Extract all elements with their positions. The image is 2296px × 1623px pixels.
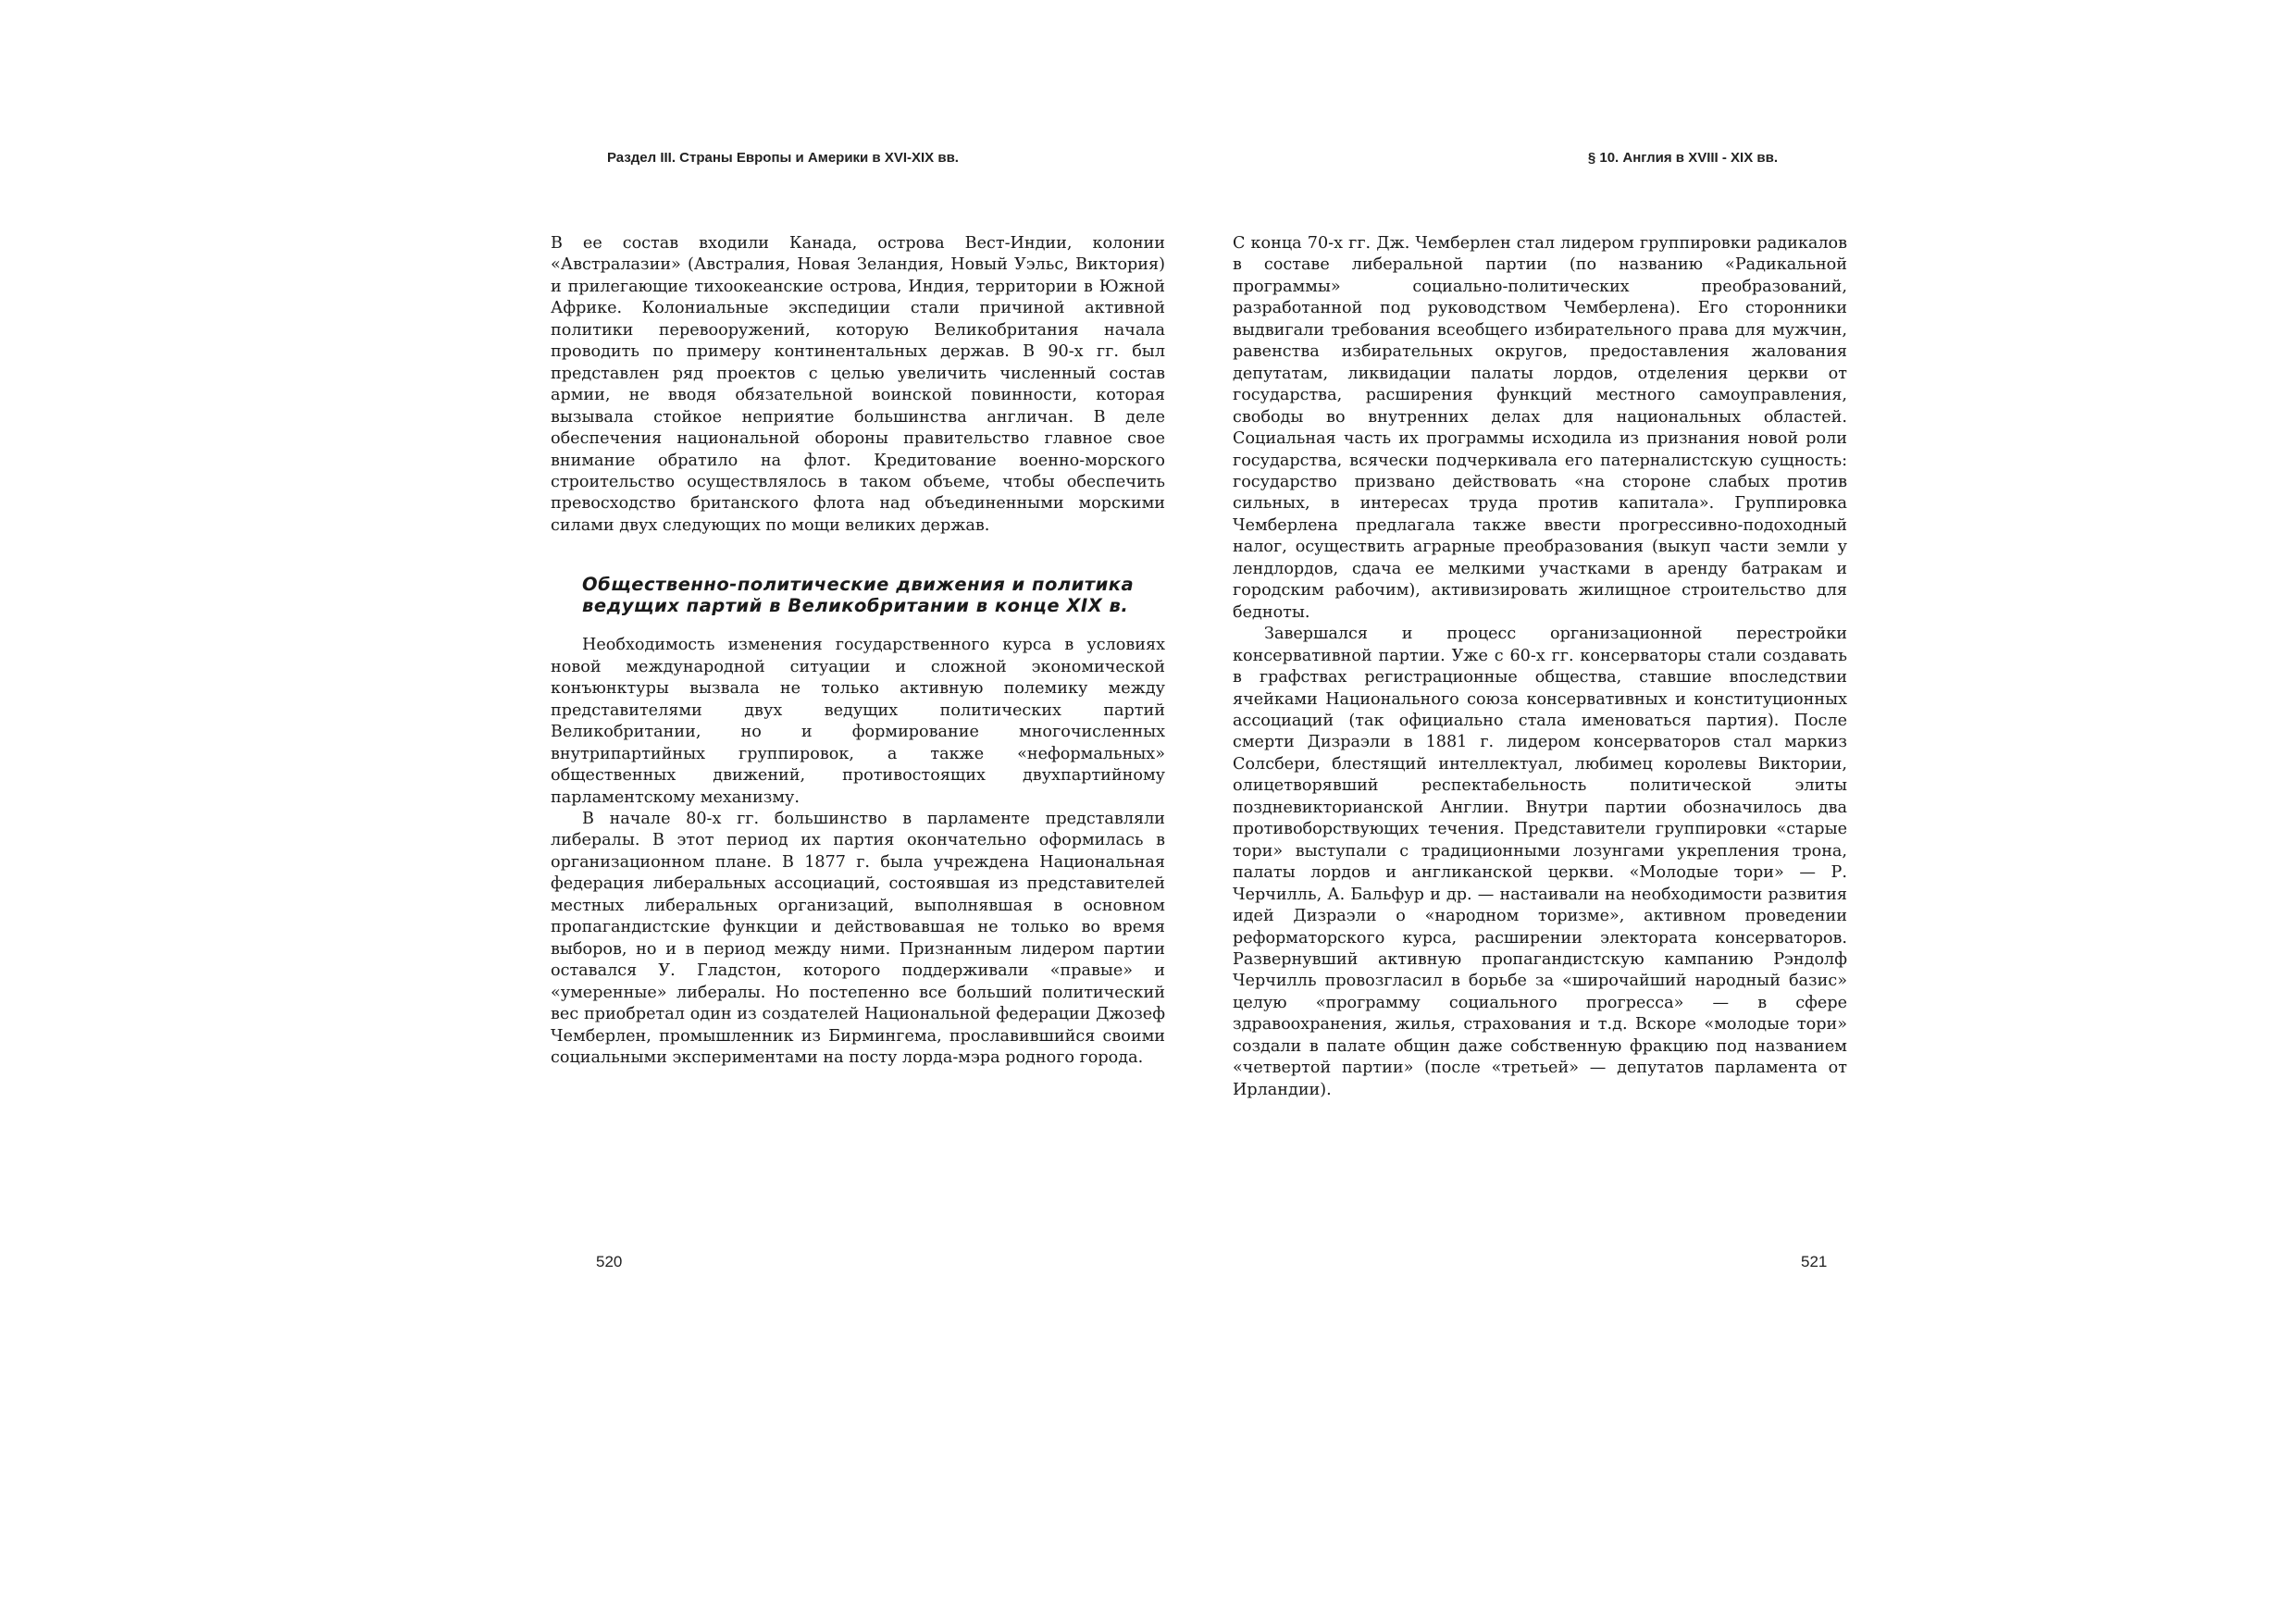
left-paragraph-1: В ее состав входили Канада, острова Вест-Индии, колонии «Австралазии» (Австралия, Новая Зеландия, Новый Уэльс, Виктория) и прилегающие тихоокеанские острова, Индия, территории в Южной Африке. Колониальные экспедиции стали причиной активной политики перевооружений, которую Великобритания начала проводить по примеру континентальных держав. В 90-х гг. был представлен ряд проектов с целью увеличить численный состав армии, не вводя обязательной воинской повинности, которая вызывала стойкое неприятие большинства англичан. В деле обеспечения национальной обороны правительство главное свое внимание обратило на флот. Кредитование военно-морского строительство осуществлялось в таком объеме, чтобы обеспечить превосходство британского флота над объединенными морскими силами двух следующих по мощи великих держав. <box>551 234 1165 535</box>
left-page-column <box>551 233 1165 1069</box>
page-number-right: 521 <box>1801 1253 1828 1270</box>
running-head-left: Раздел III. Страны Европы и Америки в XVI-XIX вв. <box>607 150 959 166</box>
left-paragraph-3: В начале 80-х гг. большинство в парламенте представляли либералы. В этот период их партия окончательно оформилась в организационном плане. В 1877 г. была учреждена Национальная федерация либеральных ассоциаций, состоявшая из представителей местных либеральных организаций, выполнявшая в основном пропагандистские функции и действовавшая не только во время выборов, но и в период между ними. Признанным лидером партии оставался У. Гладстон, которого поддерживали «правые» и «умеренные» либералы. Но постепенно все больший политический вес приобретал один из создателей Национальной федерации Джозеф Чемберлен, промышленник из Бирмингема, прославившийся своими социальными экспериментами на посту лорда-мэра родного города. <box>551 809 1165 1067</box>
right-paragraph-2: Завершался и процесс организационной перестройки консервативной партии. Уже с 60-х гг. консерваторы стали создавать в графствах регистрационные общества, ставшие впоследствии ячейками Национального союза консервативных и конституционных ассоциаций (так официально стала именоваться партия). После смерти Дизраэли в 1881 г. лидером консерваторов стал маркиз Солсбери, блестящий интеллектуал, любимец королевы Виктории, олицетворявший респектабельность политической элиты поздневикторианской Англии. Внутри партии обозначилось два противоборствующих течения. Представители группировки «старые тори» выступали с традиционными лозунгами укрепления трона, палаты лордов и англиканской церкви. «Молодые тори» — Р. Черчилль, А. Бальфур и др. — настаивали на необходимости развития идей Дизраэли о «народном торизме», активном проведении реформаторского курса, расширении электората консерваторов. Развернувший активную пропагандистскую кампанию Рэндолф Черчилль провозгласил в борьбе за «широчайший народный базис» целую «программу социального прогресса» — в сфере здравоохранения, жилья, страхования и т.д. Вскоре «молодые тори» создали в палате общин даже собственную фракцию под названием «четвертой партии» (после «третьей» — депутатов парламента от Ирландии). <box>1233 625 1847 1099</box>
right-page-column <box>1233 233 1847 1101</box>
page-number-left: 520 <box>596 1253 623 1270</box>
right-paragraph-1: С конца 70-х гг. Дж. Чемберлен стал лидером группировки радикалов в составе либеральной партии (по названию «Радикальной программы» социально-политических преобразований, разработанной под руководством Чемберлена). Его сторонники выдвигали требования всеобщего избирательного права для мужчин, равенства избирательных округов, предоставления жалования депутатам, ликвидации палаты лордов, отделения церкви от государства, расширения функций местного самоуправления, свободы во внутренних делах для национальных областей. Социальная часть их программы исходила из признания новой роли государства, всячески подчеркивала его патерналистскую сущность: государство призвано действовать «на стороне слабых против сильных, в интересах труда против капитала». Группировка Чемберлена предлагала также ввести прогрессивно-подоходный налог, осуществить аграрные преобразования (выкуп части земли у лендлордов, сдача ее мелкими участками в аренду батракам и городским рабочим), активизировать жилищное строительство для бедноты. <box>1233 234 1847 622</box>
section-subheading: Общественно-политические движения и политика ведущих партий в Великобритании в конце XIX в. <box>582 574 1135 617</box>
running-head-right: § 10. Англия в XVIII - XIX вв. <box>1587 150 1778 166</box>
left-paragraph-2: Необходимость изменения государственного курса в условиях новой международной ситуации и сложной экономической конъюнктуры вызвала не только активную полемику между представителями двух ведущих политических партий Великобритании, но и формирование многочисленных внутрипартийных группировок, а также «неформальных» общественных движений, противостоящих двухпартийному парламентскому механизму. <box>551 636 1165 807</box>
